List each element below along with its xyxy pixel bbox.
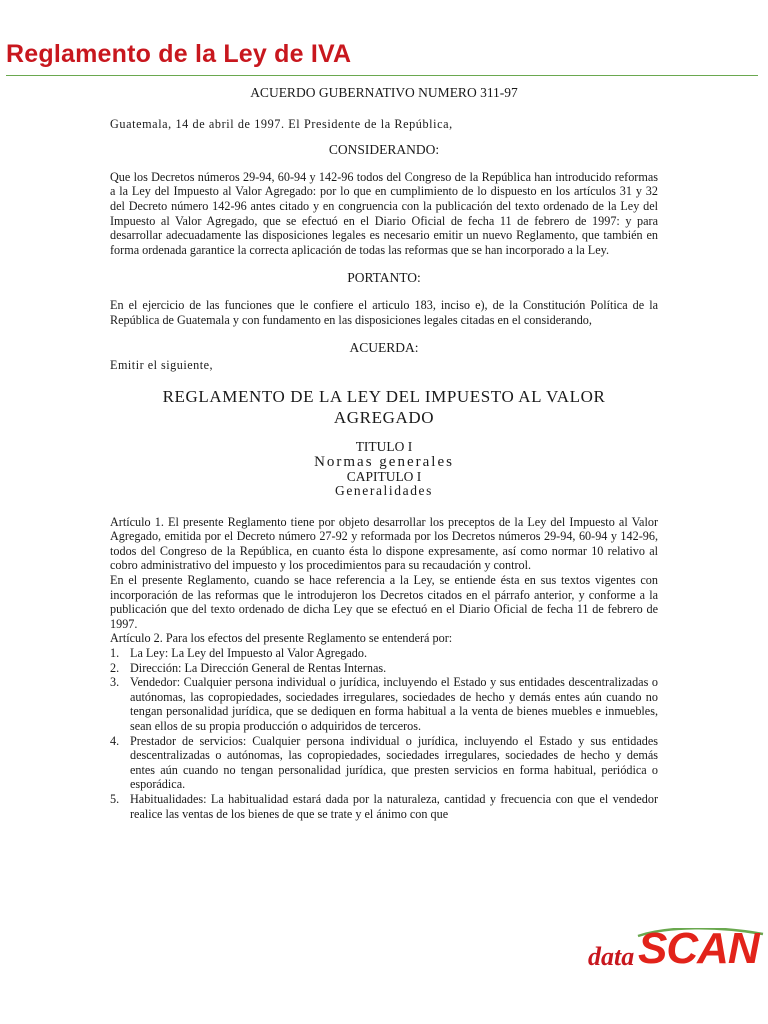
considerando-heading: CONSIDERANDO: bbox=[328, 142, 440, 158]
title-divider bbox=[6, 75, 758, 76]
titulo-heading: TITULO I bbox=[355, 439, 413, 455]
logo-data-text: data bbox=[588, 942, 635, 971]
regulation-title: REGLAMENTO DE LA LEY DEL IMPUESTO AL VALOR AGREGADO bbox=[162, 387, 606, 428]
list-item-number: 3. bbox=[110, 675, 120, 690]
logo-scan-text: SCAN bbox=[638, 924, 759, 973]
list-item-text: Prestador de servicios: Cualquier persona individual o jurídica, incluyendo el Estado y sus entidades descentralizadas o autónomas, las copropiedades, sociedades irregulares, sociedades de hecho y demás entes aún cuando no tengan personalidad jurídica, que presten servicios en forma habitual, periódica o esporádica. bbox=[130, 733, 658, 792]
list-item-text: Habitualidades: La habitualidad estará dada por la naturaleza, cantidad y frecuencia con que el vendedor realice las ventas de los bienes de que se trate y el ánimo con que bbox=[130, 791, 658, 821]
definitions-list bbox=[110, 646, 658, 821]
capitulo-heading: CAPITULO I bbox=[346, 468, 422, 484]
document-body bbox=[110, 86, 658, 821]
datascan-logo bbox=[588, 924, 768, 978]
list-item-text: Vendedor: Cualquier persona individual o jurídica, incluyendo el Estado y sus entidades descentralizadas o autónomas, las copropiedades, sociedades irregulares, sociedades de hecho y demás entes aún cuando no tengan personalidad jurídica, que se dediquen en forma habitual a la venta de bienes muebles e inmuebles, sean ellos de su propia producción o adquiridos de terceros. bbox=[130, 675, 658, 733]
portanto-paragraph: En el ejercicio de las funciones que le confiere el articulo 183, inciso e), de la Constitución Política de la República de Guatemala y con fundamento en las disposiciones legales citadas en el considerando, bbox=[110, 297, 658, 327]
list-item-text: La Ley: La Ley del Impuesto al Valor Agregado. bbox=[130, 646, 368, 661]
article-1-paragraph-2: En el presente Reglamento, cuando se hace referencia a la Ley, se entiende ésta en sus textos vigentes con incorporación de las reformas que le introdujeron los Decretos citados en el párrafo anterior, y conforme a la publicación que del texto ordenado de dicha Ley que se efectuó en el Diario Oficial de fecha 11 de febrero de 1997. bbox=[110, 573, 658, 631]
list-item-number: 1. bbox=[110, 646, 120, 661]
capitulo-name: Generalidades bbox=[334, 483, 433, 499]
list-item bbox=[110, 792, 658, 821]
list-item-number: 4. bbox=[110, 733, 120, 748]
list-item bbox=[110, 646, 658, 661]
considerando-paragraph: Que los Decretos números 29-94, 60-94 y 142-96 todos del Congreso de la República han introducido reformas a la Ley del Impuesto al Valor Agregado: por lo que en cumplimiento de lo dispuesto en los artículos 31 y 32 del Decreto número 142-96 antes citado y en congruencia con la publicación del texto ordenado de la Ley del Impuesto al Valor Agregado, que se efectuó en el Diario Oficial de fecha 11 de febrero de 1997: y para desarrollar adecuadamente las disposiciones legales es necesario emitir un nuevo Reglamento, que también en forma ordenada garantice la correcta aplicación de todas las reformas que se han incorporado a la Ley. bbox=[110, 169, 658, 257]
acuerdo-heading: ACUERDO GUBERNATIVO NUMERO 311-97 bbox=[250, 85, 518, 100]
list-item-text: Dirección: La Dirección General de Rentas Internas. bbox=[130, 660, 387, 675]
list-item bbox=[110, 675, 658, 733]
page-title: Reglamento de la Ley de IVA bbox=[6, 40, 352, 68]
list-item bbox=[110, 734, 658, 792]
titulo-name: Normas generales bbox=[314, 453, 454, 470]
portanto-heading: PORTANTO: bbox=[347, 270, 421, 286]
acuerda-heading: ACUERDA: bbox=[349, 340, 419, 356]
list-item-number: 5. bbox=[110, 791, 120, 806]
article-2-intro: Artículo 2. Para los efectos del presente Reglamento se entenderá por: bbox=[110, 631, 453, 646]
list-item-number: 2. bbox=[110, 660, 120, 675]
emitir-line: Emitir el siguiente, bbox=[110, 357, 214, 372]
article-1-paragraph-1: Artículo 1. El presente Reglamento tiene por objeto desarrollar los preceptos de la Ley del Impuesto al Valor Agregado, emitida por el Decreto número 27-92 y reformada por los Decretos números 29-94, 60-94 y 142-96, todos del Congreso de la República, en cuanto ésta lo dispone expresamente, así como normar 10 relativo al cobro administrativo del impuesto y los procedimientos para su recaudación y control. bbox=[110, 514, 658, 573]
list-item bbox=[110, 661, 658, 676]
place-date: Guatemala, 14 de abril de 1997. El Presidente de la República, bbox=[110, 116, 453, 131]
